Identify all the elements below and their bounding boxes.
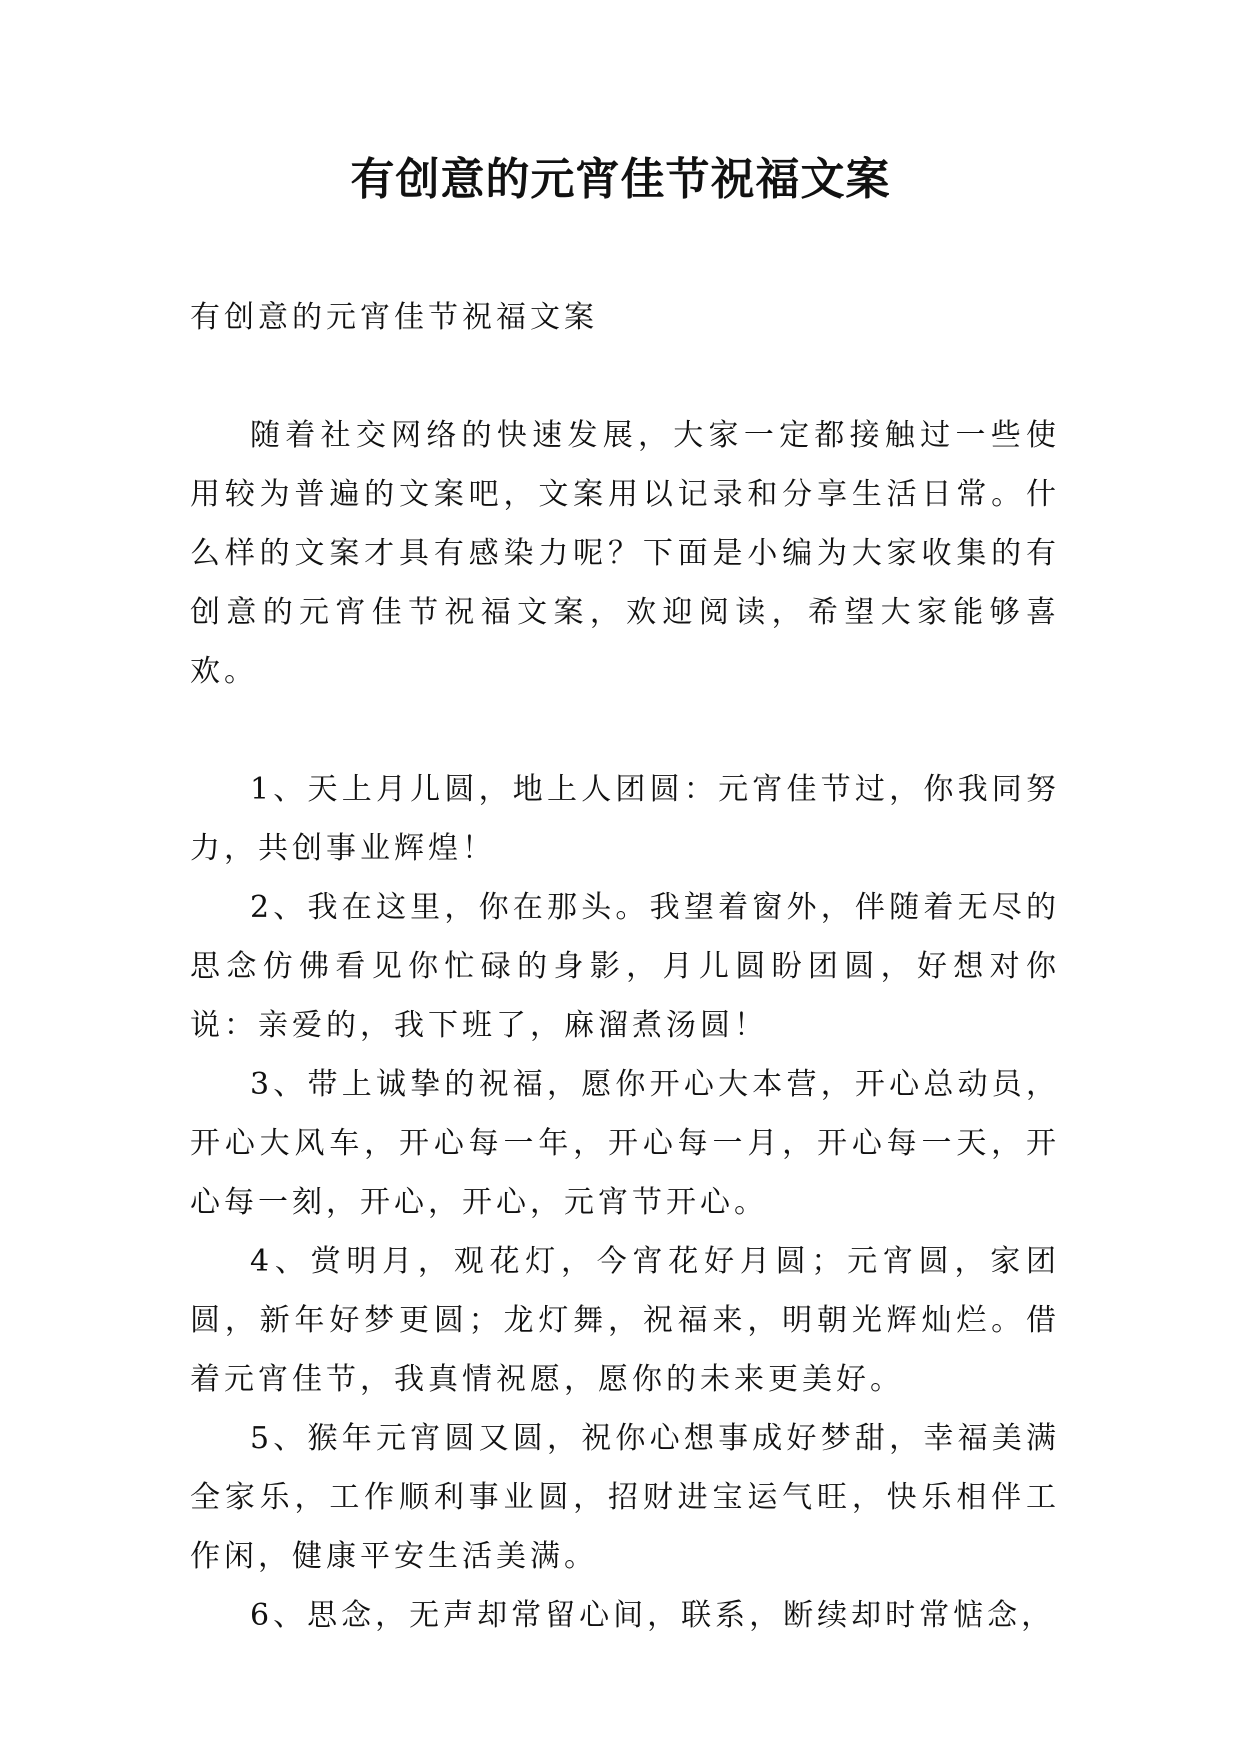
blessing-item-2: 2、我在这里，你在那头。我望着窗外，伴随着无尽的思念仿佛看见你忙碌的身影，月儿圆盼团圆，好想对你说：亲爱的，我下班了，麻溜煮汤圆！ xyxy=(190,890,1060,1043)
blessing-item-4: 4、赏明月，观花灯，今宵花好月圆；元宵圆，家团圆，新年好梦更圆；龙灯舞，祝福来，明朝光辉灿烂。借着元宵佳节，我真情祝愿，愿你的未来更美好。 xyxy=(190,1244,1060,1397)
blessing-item-5: 5、猴年元宵圆又圆，祝你心想事成好梦甜，幸福美满全家乐，工作顺利事业圆，招财进宝运气旺，快乐相伴工作闲，健康平安生活美满。 xyxy=(190,1421,1060,1574)
document-body xyxy=(190,288,1060,1645)
blessing-item-3: 3、带上诚挚的祝福，愿你开心大本营，开心总动员，开心大风车，开心每一年，开心每一月，开心每一天，开心每一刻，开心，开心，元宵节开心。 xyxy=(190,1067,1060,1220)
intro-paragraph: 随着社交网络的快速发展，大家一定都接触过一些使用较为普遍的文案吧，文案用以记录和分享生活日常。什么样的文案才具有感染力呢？下面是小编为大家收集的有创意的元宵佳节祝福文案，欢迎阅读，希望大家能够喜欢。 xyxy=(190,418,1060,689)
blessing-item-1: 1、天上月儿圆，地上人团圆：元宵佳节过，你我同努力，共创事业辉煌！ xyxy=(190,772,1060,866)
document-subtitle: 有创意的元宵佳节祝福文案 xyxy=(190,300,598,335)
document-title: 有创意的元宵佳节祝福文案 xyxy=(350,154,891,205)
blessing-item-6: 6、思念，无声却常留心间，联系，断续却时常惦念， xyxy=(250,1598,1056,1633)
